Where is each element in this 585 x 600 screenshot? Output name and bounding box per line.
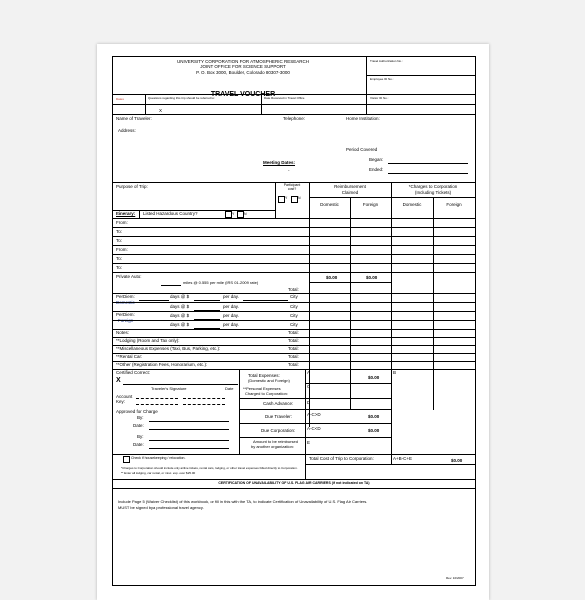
ended-label: Ended: (369, 167, 384, 172)
perdiem-foreign-per-2: per day. (223, 322, 239, 327)
second-by-label: By: (137, 434, 144, 439)
reimbursed-sub: by another organization: (251, 444, 294, 449)
itinerary-to-4: To: (116, 265, 123, 270)
perdiem-foreign-label: PerDiem: (116, 312, 135, 317)
questions-label: Questions regarding this trip should be referred to: (148, 96, 215, 100)
total-expenses-sub: (Domestic and Foreign) (248, 378, 290, 383)
revision-label: Rev. 10/2007 (446, 576, 464, 580)
housekeeping-checkbox[interactable] (123, 456, 130, 463)
summary-b-label: B (393, 370, 397, 375)
document-page (97, 44, 489, 600)
date-received-label: Date Received in Travel Office (264, 96, 305, 100)
purpose-label: Purpose of Trip: (116, 184, 148, 189)
notes-label: Notes: (116, 330, 130, 335)
due-corporation-value: $0.00 (368, 428, 380, 433)
participant-no-checkbox[interactable] (291, 196, 298, 203)
perdiem-domestic-days-2: days @ $ (170, 304, 190, 309)
hazard-yes-label: Y (232, 212, 235, 216)
reimbursement-header: Reimbursement (334, 184, 366, 189)
approved-by-label: By: (137, 415, 144, 420)
org-office: JOINT OFFICE FOR SCIENCE SUPPORT (200, 64, 286, 69)
began-field[interactable] (388, 163, 468, 164)
perdiem-domestic-sub: Domestic (116, 300, 135, 305)
perdiem-domestic-city: City (290, 294, 298, 299)
itinerary-to-2: To: (116, 238, 123, 243)
approved-label: Approved for Charge (116, 409, 158, 414)
certification-body: Include Page 5 (Waiver Checklist) of this workbook, or fill in this with the TA, to indicate Certification of Unavailability of U.S. Flag Air Carriers. (118, 499, 368, 504)
miles-field[interactable] (161, 285, 181, 286)
began-label: Began: (369, 157, 384, 162)
total-expenses-label: Total Expenses: (248, 373, 280, 378)
certified-label: Certified Correct: (116, 370, 151, 375)
lodging-label: **Lodging (Room and Tax only): (116, 338, 180, 343)
form-title: TRAVEL VOUCHER (210, 91, 276, 98)
auto-total-label: Total: (288, 287, 299, 292)
signature-date-label: Date (225, 386, 234, 391)
perdiem-domestic-days: days @ $ (170, 294, 190, 299)
perdiem-foreign-city-2: City (290, 322, 298, 327)
notes-total-label: Total: (288, 330, 299, 335)
perdiem-foreign-days: days @ $ (170, 313, 190, 318)
voucher-form (112, 56, 476, 586)
other-expenses-label: **Other (Registration Fees, Honorarium, etc.): (116, 362, 208, 367)
participant-cost-label: cost? (287, 187, 297, 191)
itinerary-to-1: To: (116, 229, 123, 234)
misc-expenses-label: **Miscellaneous Expenses (Taxi, Bus, Parking, etc.): (116, 346, 221, 351)
second-date-label: Date: (133, 442, 144, 447)
due-traveler-code: A-C>D (307, 412, 321, 417)
address-label: Address: (118, 128, 136, 133)
perdiem-domestic-city-2: City (290, 304, 298, 309)
due-corporation-label: Due Corporation: (261, 428, 296, 433)
due-corporation-code: A-C<D (307, 426, 321, 431)
lodging-note: ** Enter all lodging, car rental, or misc. exp. over $25.00 (121, 471, 196, 475)
perdiem-domestic-per: per day. (223, 294, 239, 299)
charges-including-header: (Including Tickets) (414, 190, 452, 195)
traveler-signature-label: Traveler's Signature (151, 386, 187, 391)
claimed-header: Claimed (341, 190, 359, 195)
perdiem-foreign-days-2: days @ $ (170, 322, 190, 327)
summary-c-label: C (307, 384, 311, 389)
account-label: Account (116, 394, 133, 399)
key-label: Key: (116, 399, 126, 404)
total-expenses-value: $0.00 (368, 375, 380, 380)
charges-note: *Charges to Corporation should include only airline tickets, rental cars, lodging, or other travel expenses billed directly to Corporation. (121, 466, 298, 470)
summary-d-label: D (307, 400, 311, 405)
reimb-foreign-header: Foreign (362, 202, 379, 207)
ended-field[interactable] (388, 173, 468, 174)
hazardous-country-label: Listed Hazardous Country? (143, 211, 198, 216)
itinerary-label: Itinerary: (116, 211, 136, 216)
rental-car-label: **Rental Car: (116, 354, 143, 359)
perdiem-foreign-sub: Foreign (118, 318, 134, 323)
telephone-label: Telephone: (283, 116, 306, 121)
org-address: P. O. Box 3000, Boulder, Colorado 80307-3000 (196, 70, 290, 75)
meeting-dates-value: - (288, 168, 290, 173)
itinerary-to-3: To: (116, 256, 123, 261)
mileage-rate-text: miles @ 0.555 per mile (IRS 01-2009 rate) (183, 280, 259, 285)
perdiem-foreign-city: City (290, 313, 298, 318)
reimb-domestic-header: Domestic (320, 202, 339, 207)
auto-foreign-total: $0.00 (366, 275, 378, 280)
charges-header: *Charges to Corporation (408, 184, 458, 189)
rental-total-label: Total: (288, 354, 299, 359)
auto-domestic-total: $0.00 (326, 275, 338, 280)
hazard-no-checkbox[interactable] (237, 211, 244, 218)
questions-mark: X (159, 108, 163, 113)
due-traveler-value: $0.00 (368, 414, 380, 419)
participant-yes-checkbox[interactable] (278, 196, 288, 203)
certification-title: CERTIFICATION OF UNAVAILABILITY OF U.S. FLAG AIR CARRIERS (if not indicated on TA) (218, 481, 370, 485)
org-name: UNIVERSITY CORPORATION FOR ATMOSPHERIC RESEARCH (176, 59, 310, 64)
approved-date-label: Date: (133, 423, 144, 428)
personal-expenses-label: **Personal Expenses (243, 386, 281, 391)
traveler-name-label: Name of Traveler: (116, 116, 152, 121)
reimbursed-label: Amount to be reimbursed (253, 439, 298, 444)
period-covered-label: Period Covered (346, 147, 378, 152)
participant-label: Participant (283, 183, 301, 187)
perdiem-domestic-per-2: per day. (223, 304, 239, 309)
meeting-dates-label: Meeting Dates: (263, 160, 296, 165)
other-total-label: Total: (288, 362, 299, 367)
housekeeping-label: Check if housekeeping / relocation. (131, 456, 186, 460)
due-traveler-label: Due Traveler: (265, 414, 293, 419)
itinerary-from-2: From: (116, 247, 128, 252)
summary-a-label: A (307, 370, 311, 375)
itinerary-from-1: From: (116, 220, 128, 225)
cash-advance-label: Cash Advance: (263, 401, 294, 406)
private-auto-label: Private Auto: (116, 274, 142, 279)
hazard-no-label: N (244, 212, 247, 216)
misc-total-label: Total: (288, 346, 299, 351)
charges-domestic-header: Domestic (402, 202, 422, 207)
participant-yes-label: Y (285, 196, 288, 200)
charges-foreign-header: Foreign (446, 202, 462, 207)
perdiem-foreign-per: per day. (223, 313, 239, 318)
traveler-signature-field[interactable] (123, 384, 238, 385)
participant-no-label: N (298, 196, 301, 200)
employee-id-label: Employee ID No.: (370, 77, 394, 81)
visitor-id-label: Visitor ID No.: (370, 96, 389, 100)
personal-expenses-sub: Charged to Corporation: (245, 391, 288, 396)
perdiem-domestic-label: PerDiem: (116, 294, 135, 299)
total-cost-code: A+B-C+E (393, 456, 413, 461)
certification-must: MUST be signed bya professional travel agency. (118, 505, 204, 510)
hazard-yes-checkbox[interactable] (225, 211, 235, 218)
dates-label: Dates (116, 97, 124, 101)
certified-mark: X (116, 377, 121, 384)
total-cost-value: $0.00 (451, 458, 463, 463)
lodging-total-label: Total: (288, 338, 299, 343)
summary-e-label: E (307, 440, 311, 445)
travel-authorization-label: Travel Authorization No.: (370, 59, 403, 63)
total-cost-label: Total Cost of Trip to Corporation: (309, 456, 374, 461)
home-institution-label: Home Institution: (346, 116, 380, 121)
